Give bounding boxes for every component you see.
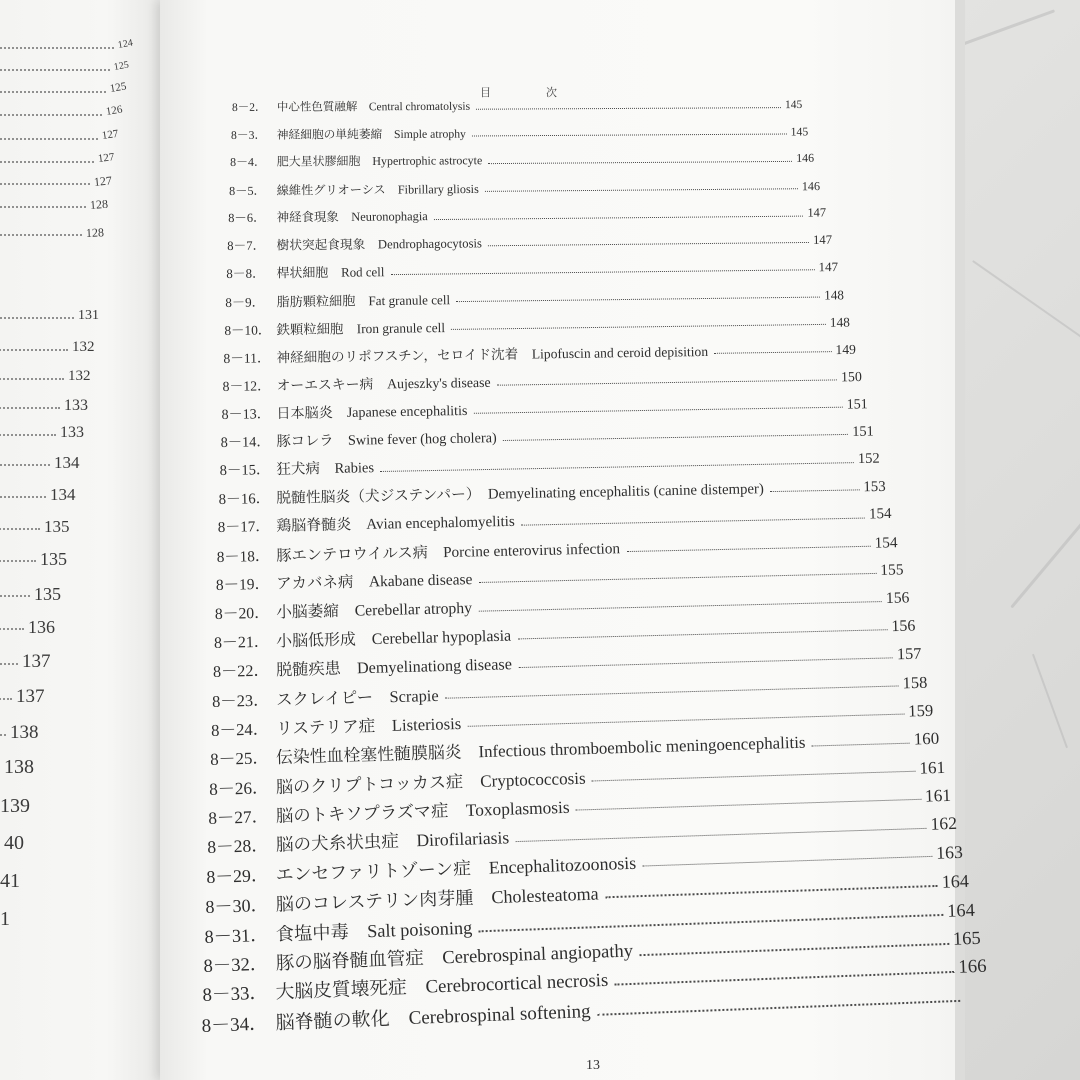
dot-leader <box>0 114 102 116</box>
entry-number: 8－34． <box>201 1013 269 1037</box>
left-page <box>0 0 170 1080</box>
entry-title-japanese: 小脳萎縮 <box>276 603 340 622</box>
entry-title-japanese: リステリア症 <box>275 716 376 738</box>
entry-title-japanese: 脳のコレステリン肉芽腫 <box>275 888 474 915</box>
entry-title <box>277 266 385 280</box>
dot-leader <box>0 528 40 530</box>
entry-number: 8－2． <box>231 101 267 114</box>
entry-number: 8－10． <box>224 321 272 338</box>
left-page-number: 128 <box>89 196 109 212</box>
entry-page-number: 147 <box>812 232 833 248</box>
entry-title-japanese: 神経食現象 <box>276 210 339 225</box>
entry-title-japanese: 桿状細胞 <box>276 265 329 281</box>
marble-vein <box>972 260 1080 342</box>
entry-page-number: 158 <box>902 672 928 692</box>
left-page-number: 136 <box>28 617 55 637</box>
entry-number: 8－23． <box>211 690 270 711</box>
dot-leader <box>0 183 90 185</box>
left-page-number: 135 <box>44 517 70 536</box>
entry-number: 8－21． <box>213 633 270 652</box>
entry-title-english: Cerebellar atrophy <box>354 599 473 620</box>
left-page-number: 135 <box>40 549 67 569</box>
left-page-number: 138 <box>10 722 39 743</box>
entry-page-number: 148 <box>829 314 850 330</box>
entry-title-japanese: 脳のクリプトコッカス症 <box>275 772 464 797</box>
entry-number: 8－8． <box>226 266 266 281</box>
entry-title-english: Demyelinationg disease <box>356 655 513 677</box>
entry-title-japanese: 神経細胞のリポフスチン，セロイド沈着 <box>276 346 519 365</box>
entry-title-japanese: 日本脳炎 <box>276 404 333 422</box>
entry-page-number: 149 <box>835 341 856 357</box>
entry-number: 8－9． <box>225 294 265 310</box>
dot-leader <box>0 663 18 665</box>
page-title: 目 次 <box>480 87 579 99</box>
entry-title-english: Simple atrophy <box>393 127 466 141</box>
entry-title <box>276 404 467 421</box>
entry-number: 8－28． <box>206 835 270 858</box>
entry-title <box>276 461 374 477</box>
entry-number: 8－13． <box>221 406 271 423</box>
left-page-number: 133 <box>64 397 88 414</box>
entry-number: 8－26． <box>208 778 270 799</box>
entry-number: 8－30． <box>205 895 269 918</box>
dot-leader <box>0 206 86 208</box>
left-page-number: 138 <box>4 756 34 778</box>
dot-leader <box>0 595 30 597</box>
entry-title-english: Lipofuscin and ceroid depisition <box>531 343 709 362</box>
entry-title-japanese: 鶏脳脊髄炎 <box>276 517 352 535</box>
entry-number: 8－6． <box>228 211 266 226</box>
entry-title <box>277 237 482 252</box>
entry-title-english: Hypertrophic astrocyte <box>372 153 483 169</box>
entry-title-english: Fibrillary gliosis <box>397 181 479 197</box>
entry-title-japanese: 脂肪顆粒細胞 <box>276 293 356 310</box>
left-page-number: 139 <box>0 795 30 817</box>
entry-number: 8－22． <box>212 662 270 681</box>
entry-page-number: 160 <box>913 728 940 749</box>
entry-title-english: Fat granule cell <box>368 291 451 308</box>
left-page-number: 132 <box>72 339 95 355</box>
entry-title-english: Dirofilariasis <box>416 827 510 851</box>
entry-title-japanese: 伝染性血栓塞性髄膜脳炎 <box>275 742 462 767</box>
entry-page-number: 156 <box>885 589 910 608</box>
entry-number: 8－5． <box>229 183 266 198</box>
entry-page-number: 145 <box>784 98 803 111</box>
entry-number: 8－32． <box>203 953 269 977</box>
entry-page-number: 159 <box>907 700 934 721</box>
entry-number: 8－20． <box>214 604 271 624</box>
marble-vein <box>1010 515 1080 609</box>
entry-title-japanese: 狂犬病 <box>276 461 321 479</box>
dot-leader <box>0 138 98 140</box>
left-page-number: 135 <box>34 584 61 604</box>
entry-title-english: Encephalitozoonosis <box>488 852 637 878</box>
entry-page-number: 164 <box>946 899 976 921</box>
entry-title-english: Toxoplasmosis <box>465 797 570 821</box>
entry-page-number: 165 <box>952 927 982 950</box>
entry-page-number: 164 <box>941 871 970 893</box>
entry-title-english: Iron granule cell <box>356 319 446 336</box>
entry-title-english: Demyelinating encephalitis (canine distemper) <box>487 480 764 503</box>
entry-number: 8－7． <box>227 238 266 254</box>
entry-title-english: Avian encephalomyelitis <box>366 514 515 534</box>
dot-leader <box>0 628 24 630</box>
entry-page-number: 154 <box>868 506 892 523</box>
entry-title-english: Rod cell <box>340 265 385 280</box>
dot-leader <box>0 734 6 736</box>
entry-number: 8－24． <box>210 718 270 740</box>
entry-title-japanese: 中心性色質融解 <box>276 100 358 114</box>
left-page-number: 41 <box>0 870 20 892</box>
left-page-number: 128 <box>85 225 105 240</box>
entry-title-english: Aujeszky's disease <box>386 374 491 392</box>
entry-page-number: 150 <box>840 368 862 385</box>
entry-page-number: 152 <box>857 451 880 468</box>
entry-title-japanese: 豚エンテロウイルス病 <box>276 544 429 565</box>
entry-title-english: Cholesteatoma <box>491 883 599 908</box>
left-page-number: 137 <box>16 686 45 707</box>
entry-title <box>276 321 445 337</box>
left-page-number: 125 <box>109 80 128 95</box>
left-page-number: 125 <box>113 59 130 73</box>
entry-page-number: 163 <box>935 841 964 863</box>
dot-leader <box>0 560 36 562</box>
entry-title-japanese: 豚の脳脊髄血管症 <box>275 947 425 974</box>
entry-title-japanese: 樹状突起食現象 <box>276 237 366 253</box>
entry-page-number: 146 <box>796 151 815 166</box>
entry-title-japanese: エンセファリトゾーン症 <box>275 858 472 885</box>
entry-title-english: Akabane disease <box>368 571 473 591</box>
entry-title-japanese: 脱髄疾患 <box>275 660 342 680</box>
entry-title-english: Cerebellar hypoplasia <box>371 627 512 648</box>
entry-title-japanese: 大脳皮質壊死症 <box>275 977 408 1004</box>
entry-title-japanese: オーエスキー病 <box>276 376 374 393</box>
dot-leader <box>0 69 110 71</box>
dot-leader <box>0 496 46 498</box>
entry-title-japanese: 鉄顆粒細胞 <box>276 321 344 337</box>
entry-title-japanese: 肥大星状膠細胞 <box>276 154 361 169</box>
entry-number: 8－18． <box>216 547 271 566</box>
entry-page-number: 146 <box>801 178 821 194</box>
entry-number: 8－11． <box>223 349 271 366</box>
entry-title-japanese: 食塩中毒 <box>275 921 350 945</box>
entry-title <box>277 155 483 168</box>
entry-title <box>277 211 428 225</box>
entry-title-japanese: 脱髄性脳炎（犬ジステンパー） <box>276 486 474 507</box>
entry-number: 8－25． <box>209 747 270 769</box>
entry-page-number: 161 <box>919 757 946 778</box>
entry-title-japanese: 線維性グリオーシス <box>276 182 386 198</box>
entry-number: 8－33． <box>202 982 269 1007</box>
entry-number: 8－3． <box>230 128 267 142</box>
entry-title-japanese: アカバネ病 <box>276 574 354 593</box>
entry-number: 8－15． <box>219 462 271 480</box>
entry-number: 8－27． <box>207 807 270 829</box>
entry-title-english: Salt poisoning <box>366 917 473 942</box>
entry-number: 8－14． <box>220 434 271 452</box>
entry-title-english: Scrapie <box>389 685 439 706</box>
left-page-number: 134 <box>54 453 80 472</box>
entry-number: 8－4． <box>230 155 266 170</box>
dot-leader <box>0 434 56 436</box>
entry-number: 8－12． <box>222 377 272 394</box>
entry-number: 8－17． <box>217 519 271 537</box>
entry-title-english: Infectious thromboembolic meningoencephalitis <box>478 732 806 761</box>
entry-number: 8－16． <box>218 490 271 508</box>
left-page-number: 132 <box>68 368 91 384</box>
left-page-number: 127 <box>101 127 120 142</box>
left-page-number: 133 <box>60 424 84 441</box>
entry-page-number: 162 <box>930 813 958 835</box>
left-page-number: 131 <box>78 308 99 323</box>
page-number: 13 <box>586 1058 600 1073</box>
entry-title-english: Japanese encephalitis <box>346 402 468 421</box>
entry-page-number: 148 <box>824 286 845 303</box>
marble-vein <box>1032 654 1068 749</box>
left-page-number: 1 <box>0 908 10 930</box>
dot-leader <box>0 161 94 163</box>
entry-number: 8－19． <box>215 576 271 595</box>
entry-title-japanese: 神経細胞の単純萎縮 <box>276 127 383 142</box>
entry-page-number: 153 <box>863 478 886 496</box>
entry-page-number: 154 <box>874 533 898 552</box>
entry-title-english: Central chromatolysis <box>368 100 471 113</box>
entry-page-number: 147 <box>818 259 839 275</box>
entry-title-english: Cryptococcosis <box>479 768 586 791</box>
dot-leader <box>0 349 68 351</box>
left-page-number: 124 <box>117 37 134 51</box>
entry-number: 8－29． <box>206 864 270 887</box>
entry-number: 8－31． <box>204 924 269 947</box>
entry-title-english: Rabies <box>334 460 375 478</box>
entry-title-english: Cerebrocortical necrosis <box>425 970 609 998</box>
entry-title-japanese: スクレイピー <box>275 687 374 709</box>
entry-page-number: 145 <box>790 125 809 139</box>
dot-leader <box>0 378 64 380</box>
left-page-number: 127 <box>93 173 113 189</box>
dot-leader <box>0 47 114 49</box>
entry-title <box>277 293 451 308</box>
dot-leader <box>0 91 106 93</box>
entry-title <box>276 431 497 449</box>
entry-title-english: Dendrophagocytosis <box>377 236 483 252</box>
left-page-number: 137 <box>22 651 51 672</box>
dot-leader <box>0 698 12 700</box>
entry-page-number: 166 <box>958 955 987 978</box>
entry-title-english: Porcine enterovirus infection <box>442 539 621 561</box>
entry-page-number: 151 <box>846 396 868 413</box>
entry-title <box>277 128 466 141</box>
entry-title-english: Swine fever (hog cholera) <box>347 430 497 449</box>
entry-title <box>277 101 470 114</box>
entry-title <box>277 183 479 197</box>
dot-leader <box>0 464 50 466</box>
left-page-number: 134 <box>50 485 76 504</box>
entry-page-number: 161 <box>924 785 952 806</box>
dot-leader <box>0 317 74 319</box>
entry-title-japanese: 脳の犬糸状虫症 <box>275 831 400 856</box>
dot-leader <box>0 407 60 409</box>
entry-title-japanese: 小脳低形成 <box>275 631 357 651</box>
entry-title-english: Neuronophagia <box>351 209 428 225</box>
entry-page-number: 155 <box>880 561 904 580</box>
left-page-number: 127 <box>97 151 116 165</box>
entry-title-english: Cerebrospinal angiopathy <box>441 939 634 968</box>
entry-page-number: 151 <box>852 423 874 440</box>
entry-title-japanese: 脳のトキソプラズマ症 <box>275 801 449 827</box>
left-page-number: 126 <box>105 103 124 118</box>
entry-title-english: Cerebrospinal softening <box>408 1001 591 1030</box>
left-page-number: 40 <box>4 832 24 854</box>
dot-leader <box>0 234 82 236</box>
entry-title-japanese: 豚コレラ <box>276 433 334 451</box>
entry-page-number: 147 <box>807 205 827 221</box>
entry-page-number: 156 <box>891 617 916 635</box>
entry-title-english: Listeriosis <box>391 713 462 735</box>
entry-title-japanese: 脳脊髄の軟化 <box>275 1008 391 1035</box>
entry-page-number: 157 <box>896 645 922 663</box>
